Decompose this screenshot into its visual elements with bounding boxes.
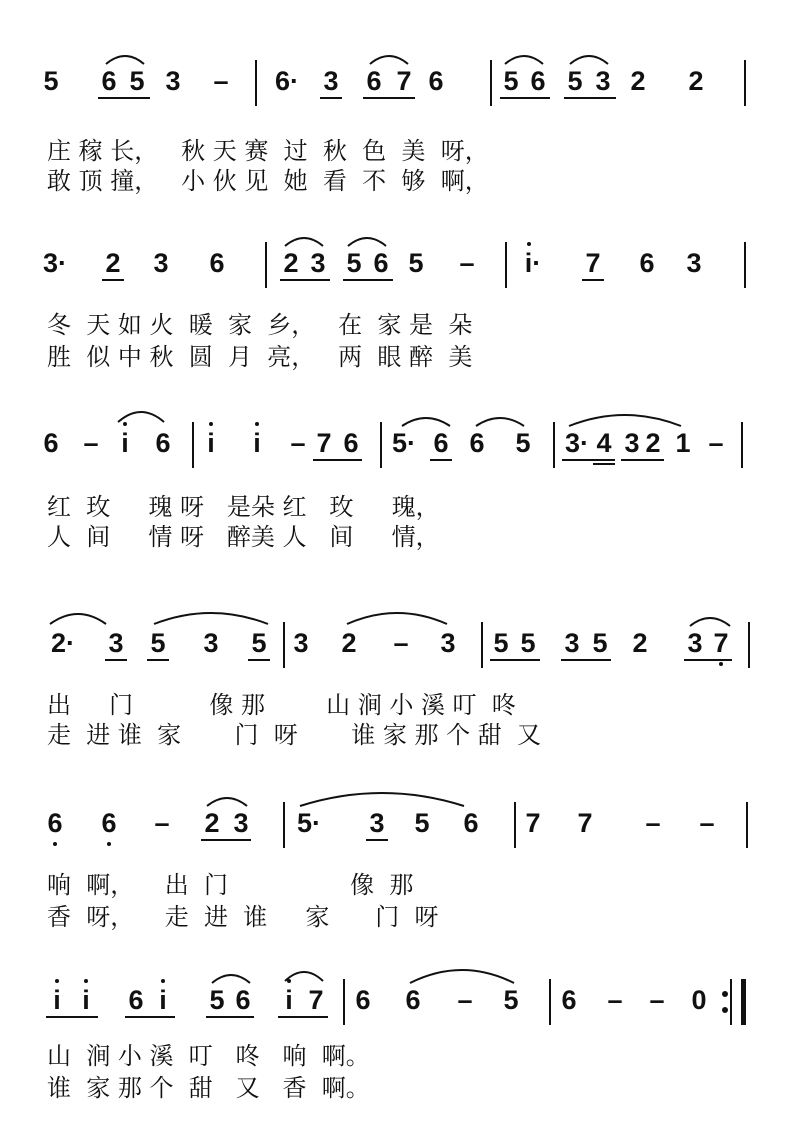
underline [46, 1016, 98, 1018]
slur [474, 412, 526, 428]
lyrics-line: 敢 顶 撞， 小 伙 见 她 看 不 够 啊， [47, 167, 489, 195]
slur [210, 969, 252, 985]
note: 3 [595, 66, 611, 96]
note: 5 [493, 628, 509, 658]
note: 5 [520, 628, 536, 658]
note: 7 [396, 66, 412, 96]
note: 3 [564, 628, 580, 658]
note: – [213, 66, 229, 96]
note: 3· [42, 248, 67, 278]
note: 4 [596, 428, 612, 458]
underline [248, 659, 270, 661]
lyrics-line: 响 啊， 出 门 像 那 [47, 871, 414, 899]
repeat-dot [722, 1007, 728, 1013]
underline [313, 459, 362, 461]
barline [744, 60, 746, 106]
note: – [290, 428, 306, 458]
note: i· [524, 248, 542, 278]
note: 6 [463, 808, 479, 838]
low-octave-dot [719, 662, 723, 666]
note: 5 [414, 808, 430, 838]
note: 6 [343, 428, 359, 458]
note: 3 [440, 628, 456, 658]
note: 1 [675, 428, 691, 458]
barline [490, 60, 492, 106]
lyrics-line: 谁 家 那 个 甜 又 香 啊。 [47, 1074, 370, 1102]
underline [561, 659, 611, 661]
note: 2 [283, 248, 299, 278]
note: 7 [525, 808, 541, 838]
underline [280, 279, 330, 281]
underline [320, 97, 342, 99]
note: 2 [645, 428, 661, 458]
note: – [459, 248, 475, 278]
note: 5· [296, 808, 321, 838]
barline [549, 979, 551, 1025]
underline [343, 279, 393, 281]
note: i [253, 428, 261, 458]
note: 3 [686, 248, 702, 278]
barline [481, 622, 483, 668]
slur [503, 50, 545, 66]
note: 6 [47, 808, 63, 838]
barline [744, 242, 746, 288]
slur [368, 50, 410, 66]
note: 3 [310, 248, 326, 278]
high-octave-dot [255, 422, 259, 426]
note: i [53, 985, 61, 1015]
note: – [607, 985, 623, 1015]
note: 6 [530, 66, 546, 96]
note: 5 [503, 66, 519, 96]
note: 7 [308, 985, 324, 1015]
barline [343, 979, 345, 1025]
note: 5 [592, 628, 608, 658]
note: i [207, 428, 215, 458]
note: 2 [632, 628, 648, 658]
note: i [82, 985, 90, 1015]
note: 6 [128, 985, 144, 1015]
note: 6 [561, 985, 577, 1015]
underline [621, 459, 664, 461]
note: 3 [293, 628, 309, 658]
slur [568, 50, 610, 66]
underline [201, 839, 251, 841]
note: 5· [391, 428, 416, 458]
note: 3 [323, 66, 339, 96]
lyrics-line: 山 涧 小 溪 叮 咚 响 啊。 [47, 1042, 370, 1070]
lyrics-line: 庄 稼 长， 秋 天 赛 过 秋 色 美 呀， [47, 137, 489, 165]
high-octave-dot [55, 979, 59, 983]
barline [748, 622, 750, 668]
slur [152, 606, 270, 626]
note: 6 [355, 985, 371, 1015]
note: 6 [428, 66, 444, 96]
note: 5 [209, 985, 225, 1015]
barline [265, 242, 267, 288]
note: – [708, 428, 724, 458]
note: 2· [50, 628, 75, 658]
slur [48, 606, 108, 626]
underline [500, 97, 550, 99]
note: – [649, 985, 665, 1015]
note: 3 [108, 628, 124, 658]
note: 6 [433, 428, 449, 458]
slur [345, 606, 449, 626]
barline [505, 242, 507, 288]
barline [741, 422, 743, 468]
note: 5 [43, 66, 59, 96]
note: 6 [235, 985, 251, 1015]
low-octave-dot [107, 842, 111, 846]
slur [116, 406, 166, 424]
note: 3 [153, 248, 169, 278]
note: – [393, 628, 409, 658]
note: 3 [687, 628, 703, 658]
underline [562, 459, 615, 461]
note: 2 [105, 248, 121, 278]
note: 6 [43, 428, 59, 458]
slur [104, 50, 146, 66]
repeat-dot [722, 991, 728, 997]
lyrics-line: 冬 天 如 火 暖 家 乡， 在 家 是 朵 [47, 311, 473, 339]
note: 6 [405, 985, 421, 1015]
slur [688, 612, 732, 628]
slur [567, 408, 683, 428]
note: 6 [469, 428, 485, 458]
slur [346, 232, 388, 248]
underline [490, 659, 540, 661]
note: 6 [366, 66, 382, 96]
note: – [645, 808, 661, 838]
underline [593, 463, 615, 465]
note: 3 [369, 808, 385, 838]
barline [283, 802, 285, 848]
barline [283, 622, 285, 668]
lyrics-line: 红 玫 瑰 呀 是朵 红 玫 瑰， [47, 493, 440, 521]
slur [205, 792, 249, 808]
note: 5 [251, 628, 267, 658]
note: i [285, 985, 293, 1015]
underline [206, 1016, 254, 1018]
high-octave-dot [527, 242, 531, 246]
lyrics-line: 走 进 谁 家 门 呀 谁 家 那 个 甜 又 [47, 721, 541, 749]
high-octave-dot [84, 979, 88, 983]
underline [366, 839, 388, 841]
underline [278, 1016, 328, 1018]
lyrics-line: 胜 似 中 秋 圆 月 亮， 两 眼 醉 美 [47, 343, 473, 371]
note: 5 [515, 428, 531, 458]
high-octave-dot [161, 979, 165, 983]
underline [102, 279, 124, 281]
underline [430, 459, 452, 461]
underline [98, 97, 150, 99]
note: 3 [165, 66, 181, 96]
final-barline-thin [730, 979, 732, 1025]
note: 5 [129, 66, 145, 96]
underline [105, 659, 127, 661]
slur [283, 232, 325, 248]
slur [283, 965, 325, 983]
note: – [83, 428, 99, 458]
barline [255, 60, 257, 106]
lyrics-line: 出 门 像 那 山 涧 小 溪 叮 咚 [47, 691, 516, 719]
note: 3 [233, 808, 249, 838]
note: – [457, 985, 473, 1015]
note: i [159, 985, 167, 1015]
note: 0 [691, 985, 707, 1015]
note: 5 [408, 248, 424, 278]
underline [147, 659, 169, 661]
note: 6 [639, 248, 655, 278]
underline [564, 97, 616, 99]
note: 5 [346, 248, 362, 278]
underline [363, 97, 415, 99]
lyrics-line: 人 间 情 呀 醉美 人 间 情， [47, 523, 440, 551]
note: 3 [203, 628, 219, 658]
note: 3 [624, 428, 640, 458]
note: 3· [564, 428, 589, 458]
final-barline-thick [741, 979, 746, 1025]
lyrics-line: 香 呀， 走 进 谁 家 门 呀 [47, 903, 439, 931]
note: – [154, 808, 170, 838]
slur [298, 786, 466, 808]
barline [192, 422, 194, 468]
note: 6 [209, 248, 225, 278]
note: 6 [155, 428, 171, 458]
barline [746, 802, 748, 848]
note: 2 [204, 808, 220, 838]
underline [684, 659, 732, 661]
barline [553, 422, 555, 468]
underline [125, 1016, 175, 1018]
note: 7 [713, 628, 729, 658]
note: – [699, 808, 715, 838]
note: 5 [567, 66, 583, 96]
high-octave-dot [209, 422, 213, 426]
barline [514, 802, 516, 848]
low-octave-dot [53, 842, 57, 846]
note: 7 [316, 428, 332, 458]
note: i [121, 428, 129, 458]
note: 6 [101, 808, 117, 838]
note: 2 [688, 66, 704, 96]
note: 6 [373, 248, 389, 278]
slur [408, 963, 516, 985]
note: 6· [274, 66, 299, 96]
note: 2 [341, 628, 357, 658]
note: 7 [577, 808, 593, 838]
note: 7 [585, 248, 601, 278]
barline [380, 422, 382, 468]
slur [400, 412, 452, 428]
note: 6 [101, 66, 117, 96]
note: 2 [630, 66, 646, 96]
underline [582, 279, 604, 281]
note: 5 [150, 628, 166, 658]
note: 5 [503, 985, 519, 1015]
